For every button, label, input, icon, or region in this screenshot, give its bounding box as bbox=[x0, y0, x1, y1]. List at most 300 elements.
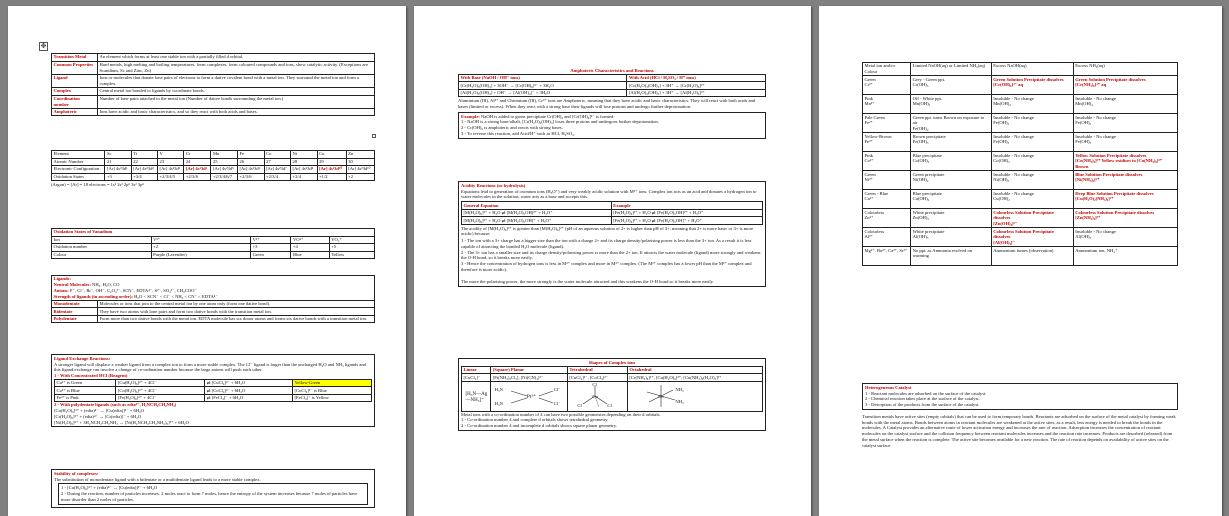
vanadium-cell: V³⁺ bbox=[251, 236, 291, 244]
element-cell: +1/2 bbox=[317, 173, 346, 181]
precip-cell-top: Insoluble - No change bbox=[993, 95, 1034, 101]
precip-cell-top: Pink bbox=[864, 95, 873, 101]
precip-cell-top: Blue precipitate bbox=[912, 152, 942, 158]
structure-planar: H₃N H₃N Pt²⁺ Cl⁻ Cl⁻ bbox=[491, 381, 568, 411]
element-cell: [Ar] 4s²3d⁷ bbox=[264, 166, 291, 174]
ligand-type-text: They have two atoms with lone pairs and form two dative bonds with the transition metal ion. bbox=[98, 308, 375, 316]
catalyst-s2: 2 - Chemical reaction takes place at the surface of the catalyst. bbox=[865, 396, 980, 402]
vanadium-row bbox=[52, 244, 375, 252]
catalyst-section bbox=[862, 383, 1178, 449]
element-cell: [Ar] 4s²3d⁶ bbox=[237, 166, 264, 174]
definition-text: Number of lone pairs attached to the metal ion (Number of dative bonds surrounding the metal ion.) bbox=[98, 95, 375, 108]
amphoteric-text: Aluminium (III), Al³⁺ and Chromium (III), Cr³⁺ ions are Amphoteric, meaning that they have acidic and basic characteristics. They will react with both acids and bases (limited or excess). When they react with a strong base their ligands will lose protons and undergo further deprotonation. bbox=[458, 98, 756, 110]
element-row bbox=[52, 158, 375, 166]
precip-cell-formula: Fe(OH)₂ bbox=[1075, 120, 1092, 126]
element-cell: [Ar] 4s¹3d⁵ bbox=[184, 166, 211, 174]
element-row-label: Electronic Configuration bbox=[52, 166, 105, 174]
precip-cell-top: Insoluble - No change bbox=[1075, 228, 1116, 234]
precip-cell-top: Colourless Solution Precipitate dissolves bbox=[993, 209, 1054, 221]
shapes-note: Metal ions with a co-ordination number of 4 can have two possible geometries depending on their d orbitals. bbox=[461, 411, 661, 417]
amph-head-acid: With Acid (HCl / H₂SO₄ / H⁺ ions) bbox=[627, 74, 766, 82]
precip-cell bbox=[1073, 209, 1177, 228]
precip-cell bbox=[991, 190, 1073, 209]
element-cell: [Ar] 4s²3d⁵ bbox=[211, 166, 238, 174]
catalyst-text: Transition metals have active sites (empty orbitals) that can be used to form temporary bonds. Reactants are adsorbed on the surface of the metal catalyst by forming weak bonds with the metal atoms. Bonds between atoms in reactant molecules are weakened at the active sites, as a result, less energy is needed to break the bonds in the molecules. A Catalyst provides an alternative route of lower activation energy and increases the rate of reaction. Adsorption increases the concentration of reactant molecules on the catalyst surface and the collision frequency between reactant molecules increases and the reaction rate increases. Products are desorbed (released) from the metal surface when the reaction is complete. The active site becomes available for a new reaction. The rate of reaction depends on availability of active sites on the catalyst surface. bbox=[862, 413, 1176, 448]
element-row-label: Atomic Number bbox=[52, 158, 105, 166]
precip-cell-formula: Ni(OH)₂ bbox=[912, 177, 929, 183]
precip-cell-top: Green Solution Precipitate dissolves bbox=[1075, 76, 1146, 82]
precip-cell bbox=[911, 228, 992, 247]
amphoteric-cell: [Cr(H₂O)₃(OH)₃] + 3H⁺ → [Cr(H₂O)₆]³⁺ bbox=[627, 82, 766, 90]
precip-cell-top: Yellow-Brown bbox=[864, 133, 892, 139]
amphoteric-cell: [Cr(H₂O)₃(OH)₃] + 3OH⁻ → [Cr(OH)₆]³⁻ + 3H₂O bbox=[459, 82, 627, 90]
vanadium-cell: +3 bbox=[251, 244, 291, 252]
precip-cell-formula: Fe(OH)₃ bbox=[993, 139, 1010, 145]
vanadium-cell: Blue bbox=[291, 251, 329, 259]
precipitate-table bbox=[862, 62, 1178, 266]
ligand-type-term: Monodentate bbox=[52, 300, 98, 308]
definition-term: Complex bbox=[52, 88, 98, 96]
precip-cell-formula: Cu²⁺ bbox=[864, 196, 874, 202]
precip-cell-top: Green bbox=[864, 76, 876, 82]
exchange-cell: [Co(H₂O)₆]²⁺ + 4Cl⁻ bbox=[116, 387, 205, 395]
precip-cell-top: Yellow Solution Precipitate dissolves bbox=[1075, 152, 1147, 158]
precip-row bbox=[863, 247, 1178, 266]
precip-cell-top: Green bbox=[864, 171, 876, 177]
precip-cell bbox=[911, 76, 992, 95]
shapes-section bbox=[458, 358, 766, 431]
exchange-eq2: [Cr(H₂O)₆]³⁺ + (edta)⁴⁻ → [Cr(edta)]⁻ + 6H₂O bbox=[54, 413, 142, 419]
vanadium-table bbox=[51, 228, 375, 259]
exchange-cell: Cu²⁺ is Green bbox=[55, 379, 116, 387]
acidity-p2: 1 - The ion with a 3+ charge has a bigger size than the ion with a charge 2+ and its charge density/polarising power is less than the 3+ ion. As a result it is less capable of attracting the bonded H₂O molecule (ligand). bbox=[461, 238, 752, 249]
precip-cell-formula: Al³⁺ bbox=[864, 234, 873, 240]
precip-cell-formula: Co(OH)₂ bbox=[993, 158, 1010, 164]
element-cell: Co bbox=[264, 151, 291, 159]
element-cell: Sc bbox=[105, 151, 131, 159]
vanadium-cell: Oxidation number bbox=[52, 244, 152, 252]
stability-p2: 2 - During the reaction, number of particles increases. 2 moles react to form 7 moles, hence the entropy of the system increases because 7 moles of particles have more disorder than 2 moles of particles. bbox=[61, 491, 358, 502]
vanadium-cell: +4 bbox=[291, 244, 329, 252]
acidity-title: Acidity Reactions (or hydrolysis) bbox=[461, 183, 526, 188]
precip-cell bbox=[911, 171, 992, 190]
exchange-cell: Fe³⁺ is Pink bbox=[55, 394, 116, 402]
ligand-type-term: Bidentate bbox=[52, 308, 98, 316]
amphoteric-section bbox=[458, 68, 766, 141]
precip-cell-top: Insoluble - No change bbox=[993, 190, 1034, 196]
precip-cell-formula: [Zn(NH₃)₄]²⁺ bbox=[1075, 215, 1101, 221]
precip-cell-top: Ammonium ion, NH₄⁺ bbox=[1075, 247, 1118, 253]
exchange-cell: [CoCl₄]²⁻ is Blue bbox=[293, 387, 372, 395]
acidity-p5: The more the polarising power, the more strongly is the water molecule attracted and this weakens the O-H bond so it breaks more easily. bbox=[461, 278, 714, 284]
precip-cell bbox=[863, 190, 911, 209]
element-cell: 23 bbox=[158, 158, 184, 166]
definition-text: Ions have acidic and basic characteristics, and so they react with both acids and bases. bbox=[98, 108, 375, 116]
precip-cell bbox=[911, 152, 992, 171]
document-page-1 bbox=[8, 6, 406, 516]
precip-row bbox=[863, 228, 1178, 247]
element-cell: Fe bbox=[237, 151, 264, 159]
definition-term: Transition Metal bbox=[52, 54, 98, 62]
elements-table bbox=[51, 150, 375, 188]
precip-cell bbox=[911, 114, 992, 133]
definition-text: Hard metals, high melting and boiling temperatures, form complexes, form coloured compounds and ions, show catalytic activity. (Exceptions are Scandium, Sc and Zinc, Zn) bbox=[98, 61, 375, 74]
precip-cell-formula: Mn(OH)₂ bbox=[993, 101, 1011, 107]
structure-tetrahedral: Cu Cl Cl Cl bbox=[567, 381, 627, 411]
element-cell: +2/3/6 bbox=[184, 173, 211, 181]
amphoteric-title: Amphoteric Characteristics and Reactions bbox=[570, 68, 654, 73]
amph-example-intro: Example: NaOH is added to green precipitate Cr(OH)₃ and [Cr(OH)₆]³⁻ is formed: bbox=[461, 113, 615, 119]
definition-row bbox=[52, 95, 375, 108]
precip-cell bbox=[863, 152, 911, 171]
vanadium-row bbox=[52, 251, 375, 259]
amphoteric-cell: [Al(H₂O)₃(OH)₃] + OH⁻ → [Al(OH)₄]⁻ + 3H₂O bbox=[459, 89, 627, 97]
precip-cell-formula: Fe(OH)₂ bbox=[912, 126, 929, 132]
definition-text: Ions or molecules that donate lone pairs of electrons to form a dative covalent bond with a metal ion. They surround the metal ion and form a complex. bbox=[98, 74, 375, 87]
argon-note: (Argon) = [Ar] = 18 electrons = 1s² 2s² 2p⁶ 3s² 3p⁶ bbox=[51, 182, 144, 188]
precip-header: Excess NH₃(aq) bbox=[1073, 63, 1177, 76]
precip-cell-top: Insoluble - No change bbox=[1075, 114, 1116, 120]
precip-row bbox=[863, 76, 1178, 95]
vanadium-row bbox=[52, 236, 375, 244]
precip-cell-formula: Zn(OH)₂ bbox=[912, 215, 930, 221]
precip-cell bbox=[911, 95, 992, 114]
exchange-intro: A stronger ligand will displace a weaker ligand from a complex ion to form a more stable complex. The Cl⁻ ligand is larger than the uncharged H₂O and NH₃ ligands and this ligand exchange can involve a change of co-ordination number because the large anions will push each other. bbox=[54, 361, 366, 373]
ligand-type-term: Polydentate bbox=[52, 315, 98, 323]
precip-cell-top: Insoluble - No change bbox=[993, 171, 1034, 177]
precip-cell-formula: [Cr(NH₃)₆]³⁺ aq bbox=[1075, 82, 1107, 88]
amph-ex2: 2 - Cr(OH)₃ is amphoteric and reacts with strong bases. bbox=[461, 125, 563, 131]
ligands-neutral: Neutral Molecules: NH₃, H₂O, CO bbox=[53, 282, 120, 288]
precip-cell-formula: Al(OH)₃ bbox=[912, 234, 929, 240]
precip-cell-top: Blue precipitate bbox=[912, 190, 942, 196]
precip-cell bbox=[863, 76, 911, 95]
precip-cell-formula: Zn²⁺ bbox=[864, 215, 874, 221]
precip-cell-top: Green - Blue bbox=[864, 190, 889, 196]
definition-row bbox=[52, 108, 375, 116]
precip-cell bbox=[863, 133, 911, 152]
precip-cell-formula: Ni²⁺ bbox=[864, 177, 873, 183]
acid-head-general: General Equation bbox=[462, 202, 612, 210]
precip-cell bbox=[863, 114, 911, 133]
shapes-title: Shapes of Complex ions bbox=[588, 360, 636, 365]
element-cell: Ni bbox=[291, 151, 318, 159]
precip-cell bbox=[991, 228, 1073, 247]
precip-cell-top: Blue Solution Precipitate dissolves bbox=[1075, 171, 1143, 177]
exchange-sub2: 2 - With polydentate ligands (such as edta⁴⁻, H₂NCH₂CH₂NH₂) bbox=[54, 402, 177, 408]
element-row-label: Element bbox=[52, 151, 105, 159]
precip-cell-top: Insoluble - No change bbox=[1075, 95, 1116, 101]
precip-cell-top: Insoluble - No change bbox=[1075, 133, 1116, 139]
precip-cell-top: Mg²⁺, Ba²⁺, Ca²⁺, Sr²⁺ bbox=[864, 247, 908, 253]
definition-term: Amphoteric bbox=[52, 108, 98, 116]
precip-cell-top: Colourless bbox=[864, 209, 885, 215]
amphoteric-cell: [Al(H₂O)₃(OH)₃] + 3H⁺ → [Al(H₂O)₆]³⁺ bbox=[627, 89, 766, 97]
catalyst-s3: 3 - Desorption of the products from the surface of the catalyst. bbox=[865, 402, 980, 408]
element-cell: [Ar] 4s²3d² bbox=[131, 166, 157, 174]
element-cell: +3/4 bbox=[131, 173, 157, 181]
precip-cell-formula: Mn(OH)₂ bbox=[1075, 101, 1093, 107]
exchange-cell: ⇌ [CoCl₄]²⁻ + 6H₂O bbox=[205, 387, 293, 395]
precip-cell bbox=[911, 209, 992, 228]
precip-cell-top: Grey - Green ppt. bbox=[912, 76, 946, 82]
shape-example: [CuCl₄]²⁻, [CoCl₄]²⁻ bbox=[567, 374, 627, 382]
amph-ex1: 1 - NaOH is a strong base/alkali, [Cr(H₂O)₃(OH)₃] loses three protons and undergoes further deprotonation. bbox=[461, 119, 659, 125]
element-row bbox=[52, 166, 375, 174]
definition-term: Common Properties bbox=[52, 61, 98, 74]
table-resize-handle-icon[interactable] bbox=[372, 134, 376, 138]
amph-ex3: 3 - To reverse this reaction, add Acid/H⁺ such as HCl, H₂SO₄. bbox=[461, 130, 575, 136]
precip-cell bbox=[911, 247, 992, 266]
shape-header: Linear bbox=[462, 366, 491, 374]
element-cell: 28 bbox=[291, 158, 318, 166]
precip-cell-formula: Mn(OH)₂ bbox=[912, 101, 931, 107]
acidity-row bbox=[462, 217, 763, 225]
amphoteric-row bbox=[459, 82, 766, 90]
precip-cell bbox=[1073, 228, 1177, 247]
acidity-cell: [M(H₂O)₆]²⁺ + H₂O ⇌ [M(H₂O)₅OH]⁺ + H₃O⁺ bbox=[462, 217, 612, 225]
precip-cell bbox=[863, 209, 911, 228]
ligand-exchange-section bbox=[51, 354, 375, 427]
precip-cell-formula: Al(OH)₃ bbox=[1075, 234, 1092, 240]
precip-cell-formula: Fe³⁺ bbox=[864, 139, 873, 145]
precip-cell bbox=[991, 133, 1073, 152]
element-cell: 25 bbox=[211, 158, 238, 166]
precip-cell bbox=[991, 114, 1073, 133]
shapes-n2: 2 - Co-ordination number 4 and incomplete d orbitals shows square planar geometry. bbox=[461, 423, 617, 429]
precip-cell-formula: Fe(OH)₃ bbox=[912, 139, 929, 145]
precip-cell-formula: Fe(OH)₃ bbox=[1075, 139, 1092, 145]
structure-linear: [H₃N—Ag—NH₃]⁺ bbox=[462, 381, 491, 411]
precip-cell-formula: [Co(NH₃)₆]²⁺ Yellow oxidises to [Co(NH₃)₆]³⁺ Brown bbox=[1075, 158, 1163, 170]
precip-cell bbox=[911, 133, 992, 152]
element-cell: +2/3/4/5 bbox=[158, 173, 184, 181]
element-cell: Cr bbox=[184, 151, 211, 159]
catalyst-title: Heterogeneous Catalyst bbox=[865, 385, 912, 390]
precip-cell bbox=[863, 228, 911, 247]
precip-row bbox=[863, 114, 1178, 133]
element-row-label: Oxidation States bbox=[52, 173, 105, 181]
precip-cell-top: Colourless Solution Precipitate dissolves bbox=[1075, 209, 1155, 215]
exchange-eq1: [Cu(H₂O)₆]²⁺ + (edta)⁴⁻ → [Cu(edta)]²⁻ + 6H₂O bbox=[54, 408, 144, 414]
acidity-p3: 2 - The 3+ ion has a smaller size and its charge density/polarising power is more than the 2+ ion. It attracts the water molecule (ligand) more strongly and weakens the O-H bond, so it breaks more easily. bbox=[461, 249, 761, 261]
precip-cell-top: Ammonium fumes (observation) bbox=[993, 247, 1054, 253]
ligand-type-row bbox=[52, 308, 375, 316]
precip-cell-formula: Fe(OH)₂ bbox=[993, 120, 1010, 126]
vanadium-cell: +2 bbox=[151, 244, 251, 252]
exchange-eq3: [Ni(H₂O)₆]²⁺ + 3H₂NCH₂CH₂NH₂ → [Ni(H₂NCH₂CH₂NH₂)₃]²⁺ + 6H₂O bbox=[54, 419, 189, 425]
precip-cell bbox=[1073, 76, 1177, 95]
shape-header: Octahedral bbox=[627, 366, 762, 374]
precip-cell-formula: Fe²⁺ bbox=[864, 120, 873, 126]
definition-term: Coordination number bbox=[52, 95, 98, 108]
shape-example: [Cr(NH₃)₆]³⁺, [Cu(H₂O)₆]²⁺, [Cu(NH₃)₄(H₂O)₂]²⁺ bbox=[627, 374, 762, 382]
element-cell: Zn bbox=[346, 151, 374, 159]
element-cell: Mn bbox=[211, 151, 238, 159]
vanadium-cell: Colour bbox=[52, 251, 152, 259]
shape-example: [CuCl₂]⁻ bbox=[462, 374, 491, 382]
precip-cell-formula: [Ni(NH₃)₆]²⁺ bbox=[1075, 177, 1100, 183]
shapes-n1: 1 - Co-ordination number 4 and complete d orbitals shows tetrahedral geometry. bbox=[461, 417, 609, 423]
vanadium-cell: Ion bbox=[52, 236, 152, 244]
element-cell: +2/3/4 bbox=[264, 173, 291, 181]
precip-cell bbox=[863, 247, 911, 266]
exchange-cell: Co²⁺ is Blue bbox=[55, 387, 116, 395]
acidity-p1: The acidity of [M(H₂O)₆]³⁺ is greater than [M(H₂O)₆]²⁺ (pH of an aqueous solution of 2+ is higher than pH of 3+, meaning that 2+ is more basic or 3+ is more acidic) because: bbox=[461, 225, 754, 237]
vanadium-title: Oxidation States of Vanadium bbox=[52, 229, 375, 237]
acidity-intro: Equations lead to generation of oxonium ions (H₃O⁺) and very weakly acidic solution with M³⁺ ions. Complex ion acts as an acid and donates a hydrogen ion to water molecules in the solution, water acts as a base and accepts this. bbox=[461, 188, 757, 200]
amphoteric-row bbox=[459, 89, 766, 97]
element-cell: Cu bbox=[317, 151, 346, 159]
precip-cell bbox=[991, 152, 1073, 171]
precip-cell bbox=[1073, 171, 1177, 190]
element-row bbox=[52, 173, 375, 181]
precip-cell bbox=[911, 190, 992, 209]
definition-row bbox=[52, 61, 375, 74]
vanadium-cell: Yellow bbox=[329, 251, 374, 259]
element-cell: 21 bbox=[105, 158, 131, 166]
element-cell: +2/3/4/6/7 bbox=[211, 173, 238, 181]
document-page-2 bbox=[414, 6, 811, 516]
element-cell: +3 bbox=[105, 173, 131, 181]
precip-cell bbox=[1073, 133, 1177, 152]
vanadium-cell: VO²⁺ bbox=[291, 236, 329, 244]
element-cell: Ti bbox=[131, 151, 157, 159]
exchange-cell: ⇌ [FeCl₄]⁻ + 6H₂O bbox=[205, 394, 293, 402]
exchange-row bbox=[55, 387, 372, 395]
precip-cell-formula: Mn²⁺ bbox=[864, 101, 875, 107]
precip-cell-top: Deep Blue Solution Precipitate dissolves bbox=[1075, 190, 1154, 196]
element-cell: [Ar] 4s¹3d¹⁰ bbox=[317, 166, 346, 174]
precip-cell bbox=[1073, 247, 1177, 266]
precip-cell-top: Green precipitate bbox=[912, 171, 945, 177]
element-cell: [Ar] 4s²3d³ bbox=[158, 166, 184, 174]
definition-row bbox=[52, 54, 375, 62]
precip-cell-top: Pale Green bbox=[864, 114, 885, 120]
element-row bbox=[52, 151, 375, 159]
vanadium-cell: Green bbox=[251, 251, 291, 259]
precip-cell-formula: [Cr(OH)₆]³⁻ aq bbox=[993, 82, 1024, 88]
element-cell: [Ar] 4s²3d⁸ bbox=[291, 166, 318, 174]
precip-cell-formula: Ni(OH)₂ bbox=[993, 177, 1010, 183]
catalyst-s1: 1 - Reactant molecules are adsorbed on the surface of the catalyst. bbox=[865, 390, 987, 396]
ligand-type-row bbox=[52, 300, 375, 308]
precip-row bbox=[863, 171, 1178, 190]
precip-cell bbox=[991, 171, 1073, 190]
precip-row bbox=[863, 152, 1178, 171]
table-move-handle-icon[interactable]: ✥ bbox=[40, 42, 47, 50]
precip-row bbox=[863, 133, 1178, 152]
exchange-cell: [FeCl₄]⁻ is Yellow bbox=[293, 394, 372, 402]
element-cell: 26 bbox=[237, 158, 264, 166]
precip-cell-top: Pink bbox=[864, 152, 873, 158]
precip-row bbox=[863, 190, 1178, 209]
definition-row bbox=[52, 88, 375, 96]
precip-cell bbox=[991, 76, 1073, 95]
vanadium-cell: Purple (Lavender) bbox=[151, 251, 251, 259]
acid-head-example: Example bbox=[611, 202, 762, 210]
definition-term: Ligand bbox=[52, 74, 98, 87]
shape-example: [Pt(NH₃)₂Cl₂], [Ni(CN)₄]²⁻ bbox=[491, 374, 568, 382]
precip-cell-top: Colourless Solution Precipitate dissolves bbox=[993, 228, 1054, 240]
exchange-row bbox=[55, 379, 372, 387]
precip-cell bbox=[863, 95, 911, 114]
element-cell: +2/4 bbox=[291, 173, 318, 181]
ligands-title: Ligands: bbox=[53, 276, 71, 282]
stability-p1: 1 - [Cu(H₂O)₆]²⁺ + (edta)⁴⁻ → [Cu(edta)]²⁻ + 6H₂O bbox=[61, 485, 158, 491]
exchange-sub1: 1 - With Concentrated HCl (Reagent) bbox=[54, 373, 128, 379]
exchange-cell: ⇌ [CuCl₄]²⁻ + 6H₂O bbox=[205, 379, 293, 387]
precip-cell-top: Insoluble - No change bbox=[993, 133, 1034, 139]
precip-cell-top: Green Solution Precipitate dissolves bbox=[993, 76, 1064, 82]
precip-cell-top: Insoluble - No change bbox=[993, 114, 1034, 120]
element-cell: [Ar] 4s²3d¹ bbox=[105, 166, 131, 174]
precip-cell bbox=[1073, 95, 1177, 114]
element-cell: 27 bbox=[264, 158, 291, 166]
precip-cell-formula: Co(OH)₂ bbox=[912, 158, 930, 164]
precip-cell bbox=[991, 247, 1073, 266]
precip-cell-formula: Cr(OH)₃ bbox=[912, 82, 929, 88]
precip-cell-top: Off - White ppt. bbox=[912, 95, 943, 101]
precip-cell-top: Insoluble - No change bbox=[993, 152, 1034, 158]
amph-head-base: With Base (NaOH / OH⁻ ions) bbox=[459, 74, 627, 82]
element-cell: 24 bbox=[184, 158, 211, 166]
element-cell: [Ar] 4s²3d¹⁰ bbox=[346, 166, 374, 174]
shape-header: Tetrahedral bbox=[567, 366, 627, 374]
ligand-type-text: Molecules or ions that join to the central metal ion by one atom only (form one dative bond). bbox=[98, 300, 375, 308]
element-cell: V bbox=[158, 151, 184, 159]
ligands-anions: Anions: F⁻, Cl⁻, Br⁻, OH⁻, C₂O₄²⁻, SCN⁻, EDTA⁴⁻, S²⁻, SO₄²⁻, CH₃COO⁻ bbox=[53, 287, 197, 293]
precip-cell-formula: Co²⁺ bbox=[864, 158, 874, 164]
exchange-cell: [Fe(H₂O)₆]³⁺ + 4Cl⁻ bbox=[116, 394, 205, 402]
vanadium-cell: V²⁺ bbox=[151, 236, 251, 244]
exchange-cell: [Cu(H₂O)₆]²⁺ + 4Cl⁻ bbox=[116, 379, 205, 387]
acidity-cell: [Fe(H₂O)₆]³⁺ + H₂O ⇌ [Fe(H₂O)₅OH]²⁺ + H₃O⁺ bbox=[611, 209, 762, 217]
precip-cell-formula: [Zn(OH)₄]²⁻ bbox=[993, 221, 1018, 227]
precip-row bbox=[863, 209, 1178, 228]
acidity-row bbox=[462, 209, 763, 217]
acidity-cell: [Fe(H₂O)₆]²⁺ + H₂O ⇌ [Fe(H₂O)₅OH]⁺ + H₃O⁺ bbox=[611, 217, 762, 225]
stability-intro: The substitution of monodentate ligand with a bidentate or a multidentate ligand leads to a more stable complex. bbox=[54, 476, 261, 482]
exchange-cell: Yellow-Green bbox=[293, 379, 372, 387]
precip-cell-top: Colourless bbox=[864, 228, 885, 234]
document-page-3 bbox=[819, 6, 1222, 516]
precip-cell-top: White precipitate bbox=[912, 209, 945, 215]
precip-cell-top: No ppt. as Ammonia evolved on warming bbox=[912, 247, 973, 259]
ligands-section bbox=[51, 275, 375, 323]
precip-cell-formula: [Cu(H₂O)₂(NH₃)₄]²⁺ bbox=[1075, 196, 1114, 202]
stability-section bbox=[51, 469, 375, 508]
precip-cell bbox=[991, 209, 1073, 228]
ligands-strength: Strength of ligands (in ascending order): H₂O < SCN⁻ < Cl⁻ < NH₃ < CN⁻ < EDTA⁴⁻ bbox=[53, 293, 218, 299]
ligand-type-row bbox=[52, 315, 375, 323]
vanadium-cell: +5 bbox=[329, 244, 374, 252]
precip-cell-formula: Cu(OH)₂ bbox=[912, 196, 930, 202]
precip-header: Metal ion and/or Colour bbox=[863, 63, 911, 76]
exchange-title: Ligand Exchange Reactions: bbox=[54, 356, 111, 361]
precip-row bbox=[863, 95, 1178, 114]
precip-cell bbox=[1073, 114, 1177, 133]
acidity-section bbox=[458, 181, 766, 287]
precip-cell-top: Green ppt. turns Brown on exposure to air bbox=[912, 114, 985, 126]
octahedral-bonds bbox=[629, 382, 760, 410]
vanadium-cell: VO₂⁺ bbox=[329, 236, 374, 244]
exchange-row bbox=[55, 394, 372, 402]
stability-title: Stability of complexes: bbox=[54, 471, 99, 476]
definitions-table bbox=[51, 53, 375, 116]
precip-header: Excess NaOH(aq) bbox=[991, 63, 1073, 76]
acidity-p4: 3 - Hence the concentration of hydrogen ions is less in M²⁺ complex and more in M³⁺ complex. (The M³⁺ complex has a lower pH than the M²⁺ complex and therefore is more acidic). bbox=[461, 261, 752, 272]
